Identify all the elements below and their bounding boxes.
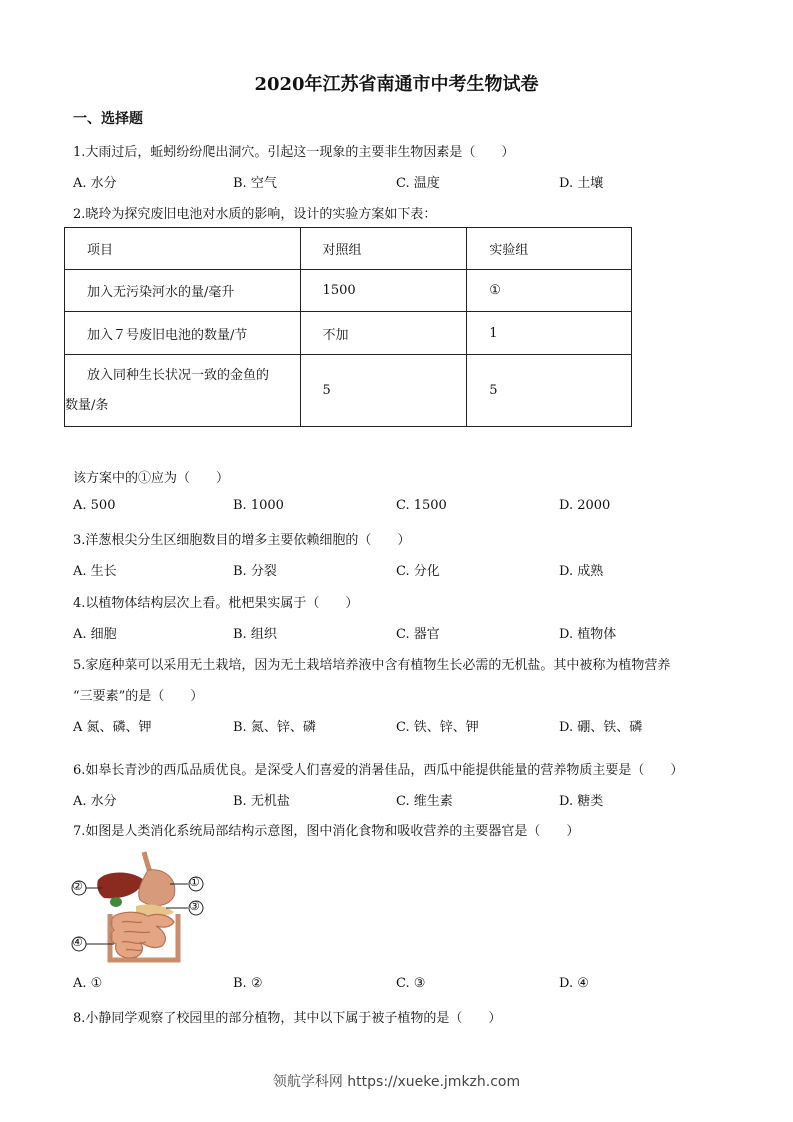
- question-4-option-d: D. 植物体: [559, 627, 617, 642]
- question-2-option-a: A. 500: [73, 498, 116, 513]
- table-row: [65, 270, 632, 312]
- question-7-option-a: A. ①: [73, 976, 103, 991]
- table-cell: 5: [300, 355, 467, 427]
- question-7-stem: 7.如图是人类消化系统局部结构示意图，图中消化食物和吸收营养的主要器官是（ ）: [73, 824, 580, 839]
- figure-label-3: ③: [189, 899, 200, 913]
- question-5-stem: 5.家庭种菜可以采用无土栽培，因为无土栽培培养液中含有植物生长必需的无机盐。其中被称为植物营养: [73, 658, 671, 673]
- figure-label-1: ①: [189, 875, 200, 889]
- question-2-option-b: B. 1000: [233, 498, 284, 513]
- question-2-ask: 该方案中的①应为（ ）: [73, 471, 230, 486]
- table-cell: 不加: [300, 312, 467, 355]
- table-cell: 加入无污染河水的量/毫升: [65, 270, 301, 312]
- question-7-option-d: D. ④: [559, 976, 589, 991]
- footer-watermark: 领航学科网 https://xueke.jmkzh.com: [272, 1074, 521, 1090]
- question-3-option-c: C. 分化: [396, 564, 440, 579]
- figure-label-2: ②: [72, 879, 83, 893]
- question-5-option-d: D. 硼、铁、磷: [559, 720, 643, 735]
- question-5-option-a: A 氮、磷、钾: [73, 720, 152, 735]
- question-1-option-a: A. 水分: [73, 176, 117, 191]
- question-1-option-d: D. 土壤: [559, 176, 604, 191]
- question-3-stem: 3.洋葱根尖分生区细胞数目的增多主要依赖细胞的（ ）: [73, 533, 411, 548]
- question-4-option-a: A. 细胞: [73, 627, 117, 642]
- figure-label-4: ④: [72, 935, 83, 949]
- table-row: [65, 355, 632, 427]
- question-2-option-c: C. 1500: [396, 498, 447, 513]
- table-cell: 1500: [300, 270, 467, 312]
- table-header-row: [65, 228, 632, 270]
- question-1-stem: 1.大雨过后，蚯蚓纷纷爬出洞穴。引起这一现象的主要非生物因素是（ ）: [73, 145, 515, 160]
- question-2-option-d: D. 2000: [559, 498, 611, 513]
- digestive-system-figure: [70, 850, 210, 966]
- table-cell: [65, 355, 301, 427]
- table-header-cell: 项目: [65, 228, 301, 270]
- question-4-option-b: B. 组织: [233, 627, 277, 642]
- table-cell: 1: [467, 312, 632, 355]
- question-6-option-c: C. 维生素: [396, 794, 453, 809]
- question-1-option-b: B. 空气: [233, 176, 277, 191]
- question-6-option-d: D. 糖类: [559, 794, 604, 809]
- question-6-option-a: A. 水分: [73, 794, 117, 809]
- table-cell-line: 数量/条: [65, 397, 109, 413]
- question-5-option-b: B. 氮、锌、磷: [233, 720, 316, 735]
- question-7-option-b: B. ②: [233, 976, 263, 991]
- question-6-option-b: B. 无机盐: [233, 794, 290, 809]
- question-2-stem: 2.晓玲为探究废旧电池对水质的影响，设计的实验方案如下表：: [73, 207, 437, 222]
- table-header-cell: 实验组: [467, 228, 632, 270]
- question-3-option-a: A. 生长: [73, 564, 117, 579]
- question-5-option-c: C. 铁、锌、钾: [396, 720, 479, 735]
- question-1-option-c: C. 温度: [396, 176, 440, 191]
- question-3-option-d: D. 成熟: [559, 564, 604, 579]
- table-cell: 5: [467, 355, 632, 427]
- page-title: 2020年江苏省南通市中考生物试卷: [254, 74, 539, 95]
- question-6-stem: 6.如皋长青沙的西瓜品质优良。是深受人们喜爱的消暑佳品，西瓜中能提供能量的营养物质主要是（ ）: [73, 763, 684, 778]
- question-4-option-c: C. 器官: [396, 627, 440, 642]
- table-cell-line: 放入同种生长状况一致的金鱼的: [87, 367, 270, 383]
- table-row: [65, 312, 632, 355]
- section-heading: 一、选择题: [73, 111, 143, 127]
- table-cell: ①: [467, 270, 632, 312]
- question-5-stem-line2: “三要素”的是（ ）: [73, 689, 204, 704]
- question-8-stem: 8.小静同学观察了校园里的部分植物，其中以下属于被子植物的是（ ）: [73, 1011, 502, 1026]
- question-3-option-b: B. 分裂: [233, 564, 277, 579]
- experiment-table: [64, 227, 632, 427]
- table-header-cell: 对照组: [300, 228, 467, 270]
- question-4-stem: 4.以植物体结构层次上看。枇杷果实属于（ ）: [73, 596, 359, 611]
- table-cell: 加入７号废旧电池的数量/节: [65, 312, 301, 355]
- question-7-option-c: C. ③: [396, 976, 426, 991]
